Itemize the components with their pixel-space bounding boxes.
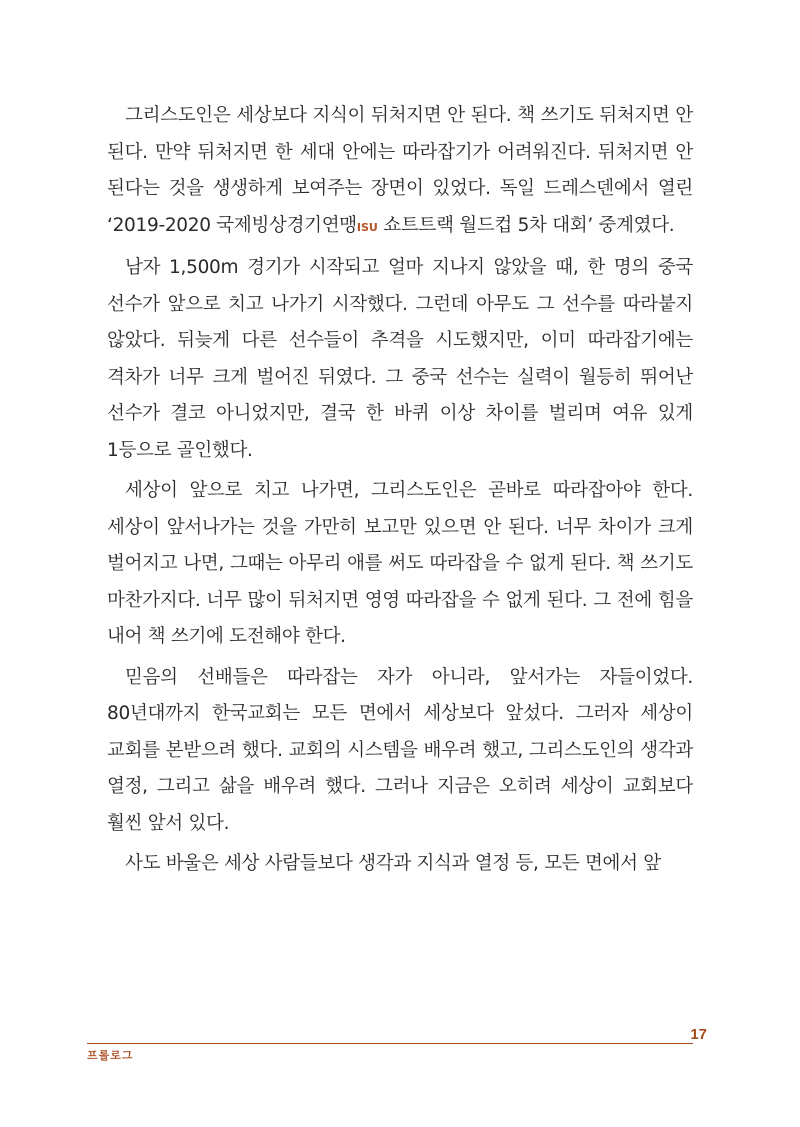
paragraph-2: 남자 1,500m 경기가 시작되고 얼마 지나지 않았을 때, 한 명의 중국 선수가 앞으로 치고 나가기 시작했다. 그런데 아무도 그 선수를 따라붙지 않았다. 뒤늦게 다른 선수들이 추격을 시도했지만, 이미 따라잡기에는 격차가 너무 크게 벌어진 뒤였다. 그 중국 선수는 실력이 월등히 뛰어난 선수가 결코 아니었지만, 결국 한 바퀴 이상 차이를 벌리며 여유 있게 1등으로 골인했다. [107,257,693,461]
section-label: 프롤로그 [87,1049,134,1062]
paragraph-1-text-end: 쇼트트랙 월드컵 5차 대회’ 중계였다. [377,214,675,236]
isu-abbreviation: ISU [356,220,378,234]
footer-divider [87,1043,693,1044]
paragraph-3: 세상이 앞으로 치고 나가면, 그리스도인은 곧바로 따라잡아야 한다. 세상이 앞서나가는 것을 가만히 보고만 있으면 안 된다. 너무 차이가 크게 벌어지고 나면, 그때는 아무리 애를 써도 따라잡을 수 없게 된다. 책 쓰기도 마찬가지다. 너무 많이 뒤처지면 영영 따라잡을 수 없게 된다. 그 전에 힘을 내어 책 쓰기에 도전해야 한다. [107,480,693,647]
paragraph-1 [107,98,693,246]
paragraph-5: 사도 바울은 세상 사람들보다 생각과 지식과 열정 등, 모든 면에서 앞 [125,853,661,874]
paragraph-1-text: 그리스도인은 세상보다 지식이 뒤처지면 안 된다. 책 쓰기도 뒤처지면 안 된다. 만약 뒤처지면 한 세대 안에는 따라잡기가 어려워진다. 뒤처지면 안 된다는 것을 생생하게 보여주는 장면이 있었다. 독일 드레스덴에서 열린 ‘2019-2020 국제빙상경기연맹 [107,105,693,236]
paragraph-4: 믿음의 선배들은 따라잡는 자가 아니라, 앞서가는 자들이었다. 80년대까지 한국교회는 모든 면에서 세상보다 앞섰다. 그러자 세상이 교회를 본받으려 했다. 교회의 시스템을 배우려 했고, 그리스도인의 생각과 열정, 그리고 삶을 배우려 했다. 그러나 지금은 오히려 세상이 교회보다 훨씬 앞서 있다. [107,666,693,834]
page-number: 17 [690,1026,707,1043]
body-text [107,98,693,887]
